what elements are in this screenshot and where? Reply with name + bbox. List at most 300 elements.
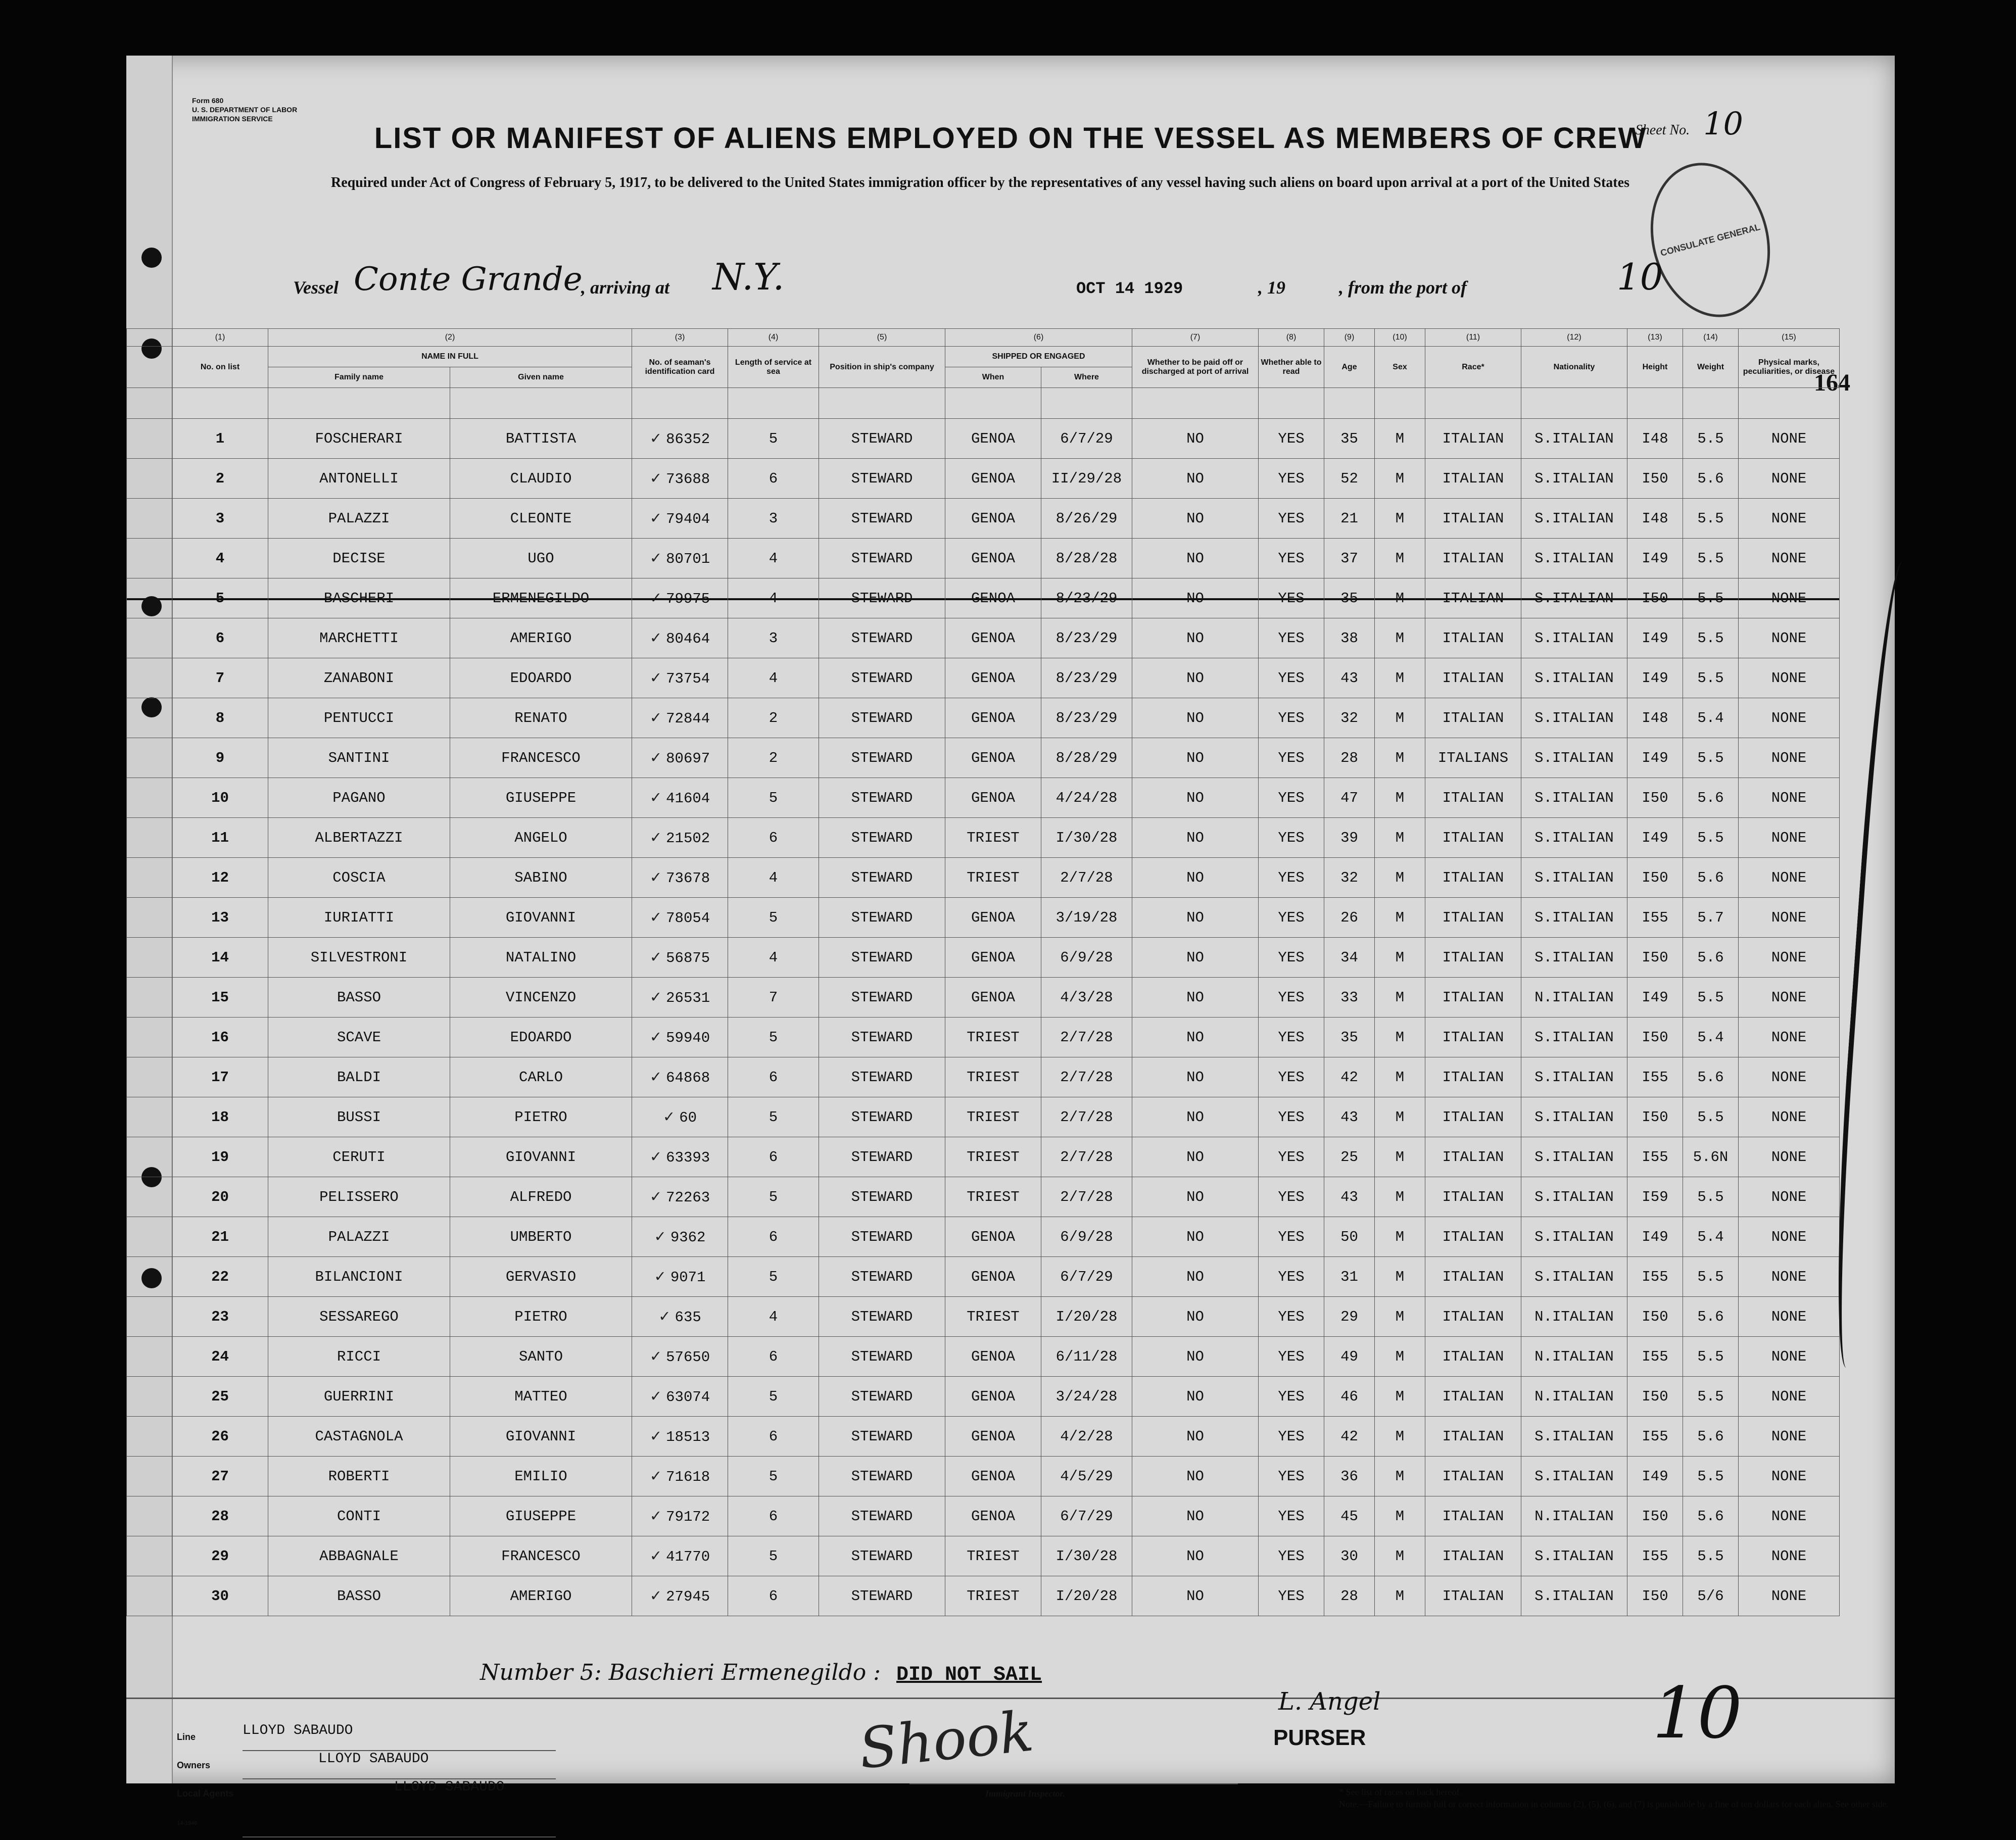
cell-height: I50 — [1627, 459, 1683, 499]
cell-height: I55 — [1627, 1337, 1683, 1377]
local-agents-row — [177, 1779, 556, 1837]
cell-service: 2 — [728, 738, 819, 778]
check-mark-icon: ✓ — [649, 749, 662, 766]
cell-race: ITALIAN — [1425, 459, 1521, 499]
cell-no: 2 — [172, 459, 268, 499]
cell-when: GENOA — [945, 898, 1041, 938]
cell-service: 4 — [728, 578, 819, 618]
check-mark-icon: ✓ — [649, 988, 662, 1005]
cell-marks: NONE — [1739, 1257, 1840, 1297]
table-row — [127, 1297, 1840, 1337]
cell-card — [632, 1576, 728, 1616]
cell-height: I48 — [1627, 698, 1683, 738]
cell-paid: NO — [1132, 698, 1259, 738]
cell-read: YES — [1259, 938, 1324, 978]
table-row — [127, 698, 1840, 738]
cell-no: 24 — [172, 1337, 268, 1377]
cell-sex: M — [1375, 618, 1425, 658]
card-number: 79975 — [666, 591, 710, 607]
column-number: (4) — [728, 329, 819, 347]
inspector-signature-line — [909, 1783, 1238, 1784]
cell-marks: NONE — [1739, 1297, 1840, 1337]
column-number: (11) — [1425, 329, 1521, 347]
cell-read: YES — [1259, 978, 1324, 1018]
cell-card — [632, 1457, 728, 1496]
cell-when: TRIEST — [945, 1177, 1041, 1217]
cell-age: 43 — [1324, 1177, 1375, 1217]
cell-nationality: S.ITALIAN — [1521, 499, 1627, 539]
pen-stroke-mark — [1826, 560, 1933, 1370]
cell-family: SESSAREGO — [268, 1297, 450, 1337]
cell-paid: NO — [1132, 818, 1259, 858]
cell-age: 42 — [1324, 1417, 1375, 1457]
cell-marks: NONE — [1739, 818, 1840, 858]
arriving-label: , arriving at — [581, 277, 670, 298]
check-mark-icon: ✓ — [662, 1108, 676, 1125]
cell-read: YES — [1259, 1097, 1324, 1137]
cell-where: 8/26/29 — [1041, 499, 1132, 539]
cell-family: BUSSI — [268, 1097, 450, 1137]
cell-marks: NONE — [1739, 1217, 1840, 1257]
page-title: LIST OR MANIFEST OF ALIENS EMPLOYED ON THE VESSEL AS MEMBERS OF CREW — [374, 122, 1647, 155]
cell-age: 35 — [1324, 419, 1375, 459]
cell-weight: 5.5 — [1683, 539, 1739, 578]
spacer-col — [127, 347, 172, 388]
card-number: 41770 — [666, 1548, 710, 1565]
cell-no: 19 — [172, 1137, 268, 1177]
cell-service: 5 — [728, 1018, 819, 1057]
cell-read: YES — [1259, 1536, 1324, 1576]
check-mark-icon: ✓ — [649, 1028, 662, 1045]
cell-sex: M — [1375, 1576, 1425, 1616]
cell-paid: NO — [1132, 1137, 1259, 1177]
cell-weight: 5.6N — [1683, 1137, 1739, 1177]
column-number: (3) — [632, 329, 728, 347]
cell-where: 2/7/28 — [1041, 1137, 1132, 1177]
year-label: , 19 — [1258, 277, 1285, 298]
cell-card — [632, 419, 728, 459]
column-number: (5) — [819, 329, 945, 347]
row-spacer-cell — [127, 578, 172, 618]
cell-race: ITALIAN — [1425, 1137, 1521, 1177]
cell-family: BASSO — [268, 1576, 450, 1616]
cell-where: 8/28/28 — [1041, 539, 1132, 578]
cell-read: YES — [1259, 539, 1324, 578]
cell-read: YES — [1259, 778, 1324, 818]
cell-given: ALFREDO — [450, 1177, 632, 1217]
cell-age: 42 — [1324, 1057, 1375, 1097]
cell-no: 17 — [172, 1057, 268, 1097]
card-number: 57650 — [666, 1349, 710, 1366]
cell-position: STEWARD — [819, 1097, 945, 1137]
cell-sex: M — [1375, 1217, 1425, 1257]
cell-when: GENOA — [945, 1337, 1041, 1377]
cell-where: 4/3/28 — [1041, 978, 1132, 1018]
cell-height: I55 — [1627, 898, 1683, 938]
row-spacer-cell — [127, 978, 172, 1018]
cell-given: GIOVANNI — [450, 1137, 632, 1177]
table-row — [127, 738, 1840, 778]
cell-given: ANGELO — [450, 818, 632, 858]
cell-nationality: S.ITALIAN — [1521, 618, 1627, 658]
cell-where: 6/7/29 — [1041, 1496, 1132, 1536]
crew-manifest-table — [126, 328, 1840, 1616]
card-number: 72844 — [666, 710, 710, 727]
cell-race: ITALIAN — [1425, 858, 1521, 898]
cell-height: I50 — [1627, 1576, 1683, 1616]
cell-where: 6/11/28 — [1041, 1337, 1132, 1377]
header-length-service: Length of service at sea — [728, 347, 819, 388]
cell-age: 25 — [1324, 1137, 1375, 1177]
cell-service: 2 — [728, 698, 819, 738]
cell-position: STEWARD — [819, 1177, 945, 1217]
row-spacer-cell — [127, 1297, 172, 1337]
cell-when: TRIEST — [945, 1536, 1041, 1576]
row-spacer-cell — [127, 1337, 172, 1377]
cell-sex: M — [1375, 1018, 1425, 1057]
cell-family: IURIATTI — [268, 898, 450, 938]
cell-marks: NONE — [1739, 419, 1840, 459]
card-number: 41604 — [666, 790, 710, 807]
cell-paid: NO — [1132, 1496, 1259, 1536]
cell-service: 4 — [728, 1297, 819, 1337]
cell-family: PAGANO — [268, 778, 450, 818]
cell-no: 1 — [172, 419, 268, 459]
check-mark-icon: ✓ — [649, 1427, 662, 1444]
cell-no: 15 — [172, 978, 268, 1018]
card-number: 80701 — [666, 551, 710, 567]
cell-race: ITALIAN — [1425, 938, 1521, 978]
cell-no: 3 — [172, 499, 268, 539]
table-row — [127, 1097, 1840, 1137]
local-agents-code: 14-1940 — [177, 1820, 198, 1826]
cell-position: STEWARD — [819, 698, 945, 738]
check-mark-icon: ✓ — [649, 1507, 662, 1524]
cell-sex: M — [1375, 539, 1425, 578]
cell-nationality: S.ITALIAN — [1521, 1217, 1627, 1257]
page-subtitle: Required under Act of Congress of February 5, 1917, to be delivered to the United States immigration officer by the representatives of any vessel having such aliens on board upon arrival at a port of the United States — [331, 175, 1629, 190]
cell-given: GIOVANNI — [450, 898, 632, 938]
cell-family: ROBERTI — [268, 1457, 450, 1496]
cell-no: 11 — [172, 818, 268, 858]
cell-paid: NO — [1132, 459, 1259, 499]
cell-no: 27 — [172, 1457, 268, 1496]
cell-read: YES — [1259, 1018, 1324, 1057]
header-weight: Weight — [1683, 347, 1739, 388]
cell-given: FRANCESCO — [450, 738, 632, 778]
row-spacer-cell — [127, 618, 172, 658]
cell-position: STEWARD — [819, 539, 945, 578]
cell-marks: NONE — [1739, 1177, 1840, 1217]
row-spacer-cell — [127, 1457, 172, 1496]
cell-given: GERVASIO — [450, 1257, 632, 1297]
cell-paid: NO — [1132, 618, 1259, 658]
cell-nationality: S.ITALIAN — [1521, 1177, 1627, 1217]
cell-age: 29 — [1324, 1297, 1375, 1337]
cell-paid: NO — [1132, 1297, 1259, 1337]
cell-given: BATTISTA — [450, 419, 632, 459]
cell-read: YES — [1259, 818, 1324, 858]
check-mark-icon: ✓ — [654, 1268, 666, 1285]
cell-where: I/20/28 — [1041, 1297, 1132, 1337]
cell-nationality: S.ITALIAN — [1521, 459, 1627, 499]
races-note: * See list of races on back hereof. — [1339, 1787, 1462, 1797]
cell-no: 16 — [172, 1018, 268, 1057]
cell-no: 14 — [172, 938, 268, 978]
cell-race: ITALIAN — [1425, 698, 1521, 738]
cell-service: 4 — [728, 938, 819, 978]
cell-position: STEWARD — [819, 578, 945, 618]
table-row — [127, 1337, 1840, 1377]
cell-nationality: S.ITALIAN — [1521, 1536, 1627, 1576]
column-number-row — [127, 329, 1840, 347]
cell-age: 30 — [1324, 1536, 1375, 1576]
cell-height: I50 — [1627, 1496, 1683, 1536]
cell-paid: NO — [1132, 858, 1259, 898]
cell-card — [632, 539, 728, 578]
table-row — [127, 1417, 1840, 1457]
cell-family: MARCHETTI — [268, 618, 450, 658]
cell-height: I50 — [1627, 1097, 1683, 1137]
cell-no: 18 — [172, 1097, 268, 1137]
footer-divider — [126, 1698, 1895, 1699]
cell-height: I50 — [1627, 858, 1683, 898]
header-race: Race* — [1425, 347, 1521, 388]
cell-age: 36 — [1324, 1457, 1375, 1496]
cell-height: I49 — [1627, 618, 1683, 658]
cell-read: YES — [1259, 1576, 1324, 1616]
cell-sex: M — [1375, 698, 1425, 738]
cell-service: 5 — [728, 898, 819, 938]
cell-where: 6/7/29 — [1041, 419, 1132, 459]
cell-weight: 5.5 — [1683, 1377, 1739, 1417]
cell-paid: NO — [1132, 738, 1259, 778]
cell-when: GENOA — [945, 738, 1041, 778]
cell-marks: NONE — [1739, 858, 1840, 898]
vessel-info — [293, 256, 1794, 303]
cell-sex: M — [1375, 738, 1425, 778]
cell-sex: M — [1375, 1097, 1425, 1137]
cell-family: COSCIA — [268, 858, 450, 898]
table-row — [127, 539, 1840, 578]
cell-read: YES — [1259, 459, 1324, 499]
table-row — [127, 898, 1840, 938]
cell-age: 52 — [1324, 459, 1375, 499]
inspector-signature: Shook — [856, 1699, 1037, 1781]
table-row — [127, 1018, 1840, 1057]
cell-weight: 5.5 — [1683, 1177, 1739, 1217]
cell-marks: NONE — [1739, 539, 1840, 578]
header-id-card: No. of seaman's identification card — [632, 347, 728, 388]
table-row — [127, 618, 1840, 658]
cell-read: YES — [1259, 499, 1324, 539]
cell-sex: M — [1375, 1457, 1425, 1496]
cell-position: STEWARD — [819, 1217, 945, 1257]
cell-position: STEWARD — [819, 419, 945, 459]
cell-paid: NO — [1132, 1377, 1259, 1417]
cell-paid: NO — [1132, 778, 1259, 818]
cell-marks: NONE — [1739, 1576, 1840, 1616]
cell-marks: NONE — [1739, 738, 1840, 778]
cell-nationality: S.ITALIAN — [1521, 898, 1627, 938]
cell-card — [632, 1257, 728, 1297]
cell-where: 8/23/29 — [1041, 698, 1132, 738]
cell-card — [632, 658, 728, 698]
cell-race: ITALIAN — [1425, 778, 1521, 818]
cell-family: PALAZZI — [268, 1217, 450, 1257]
cell-when: GENOA — [945, 419, 1041, 459]
check-mark-icon: ✓ — [649, 1467, 662, 1484]
cell-nationality: S.ITALIAN — [1521, 1018, 1627, 1057]
cell-no: 5 — [172, 578, 268, 618]
cell-card — [632, 499, 728, 539]
header-position: Position in ship's company — [819, 347, 945, 388]
cell-given: CLEONTE — [450, 499, 632, 539]
cell-given: PIETRO — [450, 1297, 632, 1337]
cell-weight: 5.5 — [1683, 1457, 1739, 1496]
cell-given: EMILIO — [450, 1457, 632, 1496]
card-number: 79172 — [666, 1509, 710, 1525]
cell-service: 6 — [728, 1137, 819, 1177]
binding-hole — [141, 248, 162, 268]
cell-no: 26 — [172, 1417, 268, 1457]
cell-read: YES — [1259, 1057, 1324, 1097]
column-number: (2) — [268, 329, 632, 347]
cell-weight: 5.5 — [1683, 419, 1739, 459]
cell-nationality: S.ITALIAN — [1521, 1576, 1627, 1616]
cell-race: ITALIAN — [1425, 1377, 1521, 1417]
row-spacer-cell — [127, 419, 172, 459]
cell-given: UGO — [450, 539, 632, 578]
cell-marks: NONE — [1739, 578, 1840, 618]
cell-where: I/30/28 — [1041, 818, 1132, 858]
cell-service: 5 — [728, 1536, 819, 1576]
cell-sex: M — [1375, 1297, 1425, 1337]
cell-weight: 5.5 — [1683, 738, 1739, 778]
penalty-note: Note.—Failure to furnish full or correct information in columns (2), (5), (6), and (7) is punishable by a fine of ten dollars for each alien. See other side. — [1339, 1799, 1889, 1809]
row-spacer-cell — [127, 898, 172, 938]
card-number: 71618 — [666, 1469, 710, 1485]
cell-no: 25 — [172, 1377, 268, 1417]
table-row — [127, 858, 1840, 898]
from-port: 10 — [1617, 256, 1663, 298]
cell-card — [632, 1057, 728, 1097]
did-not-sail-note — [480, 1660, 1042, 1686]
cell-height: I49 — [1627, 1457, 1683, 1496]
cell-height: I55 — [1627, 1057, 1683, 1097]
cell-weight: 5.6 — [1683, 938, 1739, 978]
table-row — [127, 419, 1840, 459]
cell-nationality: S.ITALIAN — [1521, 1417, 1627, 1457]
table-row — [127, 1057, 1840, 1097]
cell-given: GIUSEPPE — [450, 1496, 632, 1536]
cell-height: I50 — [1627, 1297, 1683, 1337]
cell-where: 3/19/28 — [1041, 898, 1132, 938]
table-row — [127, 459, 1840, 499]
cell-height: I55 — [1627, 1417, 1683, 1457]
row-spacer-cell — [127, 1217, 172, 1257]
cell-race: ITALIAN — [1425, 1576, 1521, 1616]
check-mark-icon: ✓ — [649, 549, 662, 566]
header-nationality: Nationality — [1521, 347, 1627, 388]
cell-when: GENOA — [945, 618, 1041, 658]
cell-when: TRIEST — [945, 1057, 1041, 1097]
cell-marks: NONE — [1739, 1457, 1840, 1496]
cell-service: 5 — [728, 1097, 819, 1137]
table-row — [127, 818, 1840, 858]
check-mark-icon: ✓ — [649, 669, 662, 686]
cell-age: 33 — [1324, 978, 1375, 1018]
check-mark-icon: ✓ — [649, 1188, 662, 1205]
cell-sex: M — [1375, 778, 1425, 818]
cell-race: ITALIANS — [1425, 738, 1521, 778]
cell-service: 3 — [728, 499, 819, 539]
cell-weight: 5.6 — [1683, 1297, 1739, 1337]
cell-sex: M — [1375, 658, 1425, 698]
cell-family: DECISE — [268, 539, 450, 578]
cell-nationality: N.ITALIAN — [1521, 1496, 1627, 1536]
cell-weight: 5.5 — [1683, 1257, 1739, 1297]
check-mark-icon: ✓ — [649, 589, 662, 606]
cell-nationality: S.ITALIAN — [1521, 778, 1627, 818]
cell-read: YES — [1259, 658, 1324, 698]
card-number: 73678 — [666, 870, 710, 887]
cell-nationality: S.ITALIAN — [1521, 698, 1627, 738]
card-number: 27945 — [666, 1588, 710, 1605]
cell-where: 2/7/28 — [1041, 1057, 1132, 1097]
cell-marks: NONE — [1739, 778, 1840, 818]
card-number: 73754 — [666, 670, 710, 687]
row-spacer-cell — [127, 1576, 172, 1616]
cell-no: 8 — [172, 698, 268, 738]
header-name-in-full: NAME IN FULL — [268, 347, 632, 367]
cell-position: STEWARD — [819, 1457, 945, 1496]
header-given-name: Given name — [450, 367, 632, 388]
cell-weight: 5/6 — [1683, 1576, 1739, 1616]
cell-when: TRIEST — [945, 818, 1041, 858]
local-agents-label-text: Local Agents — [177, 1788, 234, 1799]
cell-position: STEWARD — [819, 1257, 945, 1297]
header-height: Height — [1627, 347, 1683, 388]
cell-given: ERMENEGILDO — [450, 578, 632, 618]
cell-no: 10 — [172, 778, 268, 818]
cell-sex: M — [1375, 1337, 1425, 1377]
cell-position: STEWARD — [819, 658, 945, 698]
cell-race: ITALIAN — [1425, 818, 1521, 858]
cell-when: GENOA — [945, 499, 1041, 539]
cell-nationality: N.ITALIAN — [1521, 1297, 1627, 1337]
cell-where: 8/28/29 — [1041, 738, 1132, 778]
cell-height: I55 — [1627, 1137, 1683, 1177]
cell-read: YES — [1259, 1496, 1324, 1536]
cell-height: I49 — [1627, 738, 1683, 778]
cell-marks: NONE — [1739, 1536, 1840, 1576]
cell-service: 6 — [728, 1057, 819, 1097]
cell-marks: NONE — [1739, 1337, 1840, 1377]
cell-nationality: S.ITALIAN — [1521, 1057, 1627, 1097]
cell-paid: NO — [1132, 1097, 1259, 1137]
cell-family: BASSO — [268, 978, 450, 1018]
cell-paid: NO — [1132, 1057, 1259, 1097]
cell-when: GENOA — [945, 698, 1041, 738]
cell-paid: NO — [1132, 1576, 1259, 1616]
card-number: 64868 — [666, 1070, 710, 1086]
table-row — [127, 1137, 1840, 1177]
cell-paid: NO — [1132, 578, 1259, 618]
cell-height: I50 — [1627, 778, 1683, 818]
arrival-date: OCT 14 1929 — [1076, 279, 1183, 298]
cell-age: 21 — [1324, 499, 1375, 539]
